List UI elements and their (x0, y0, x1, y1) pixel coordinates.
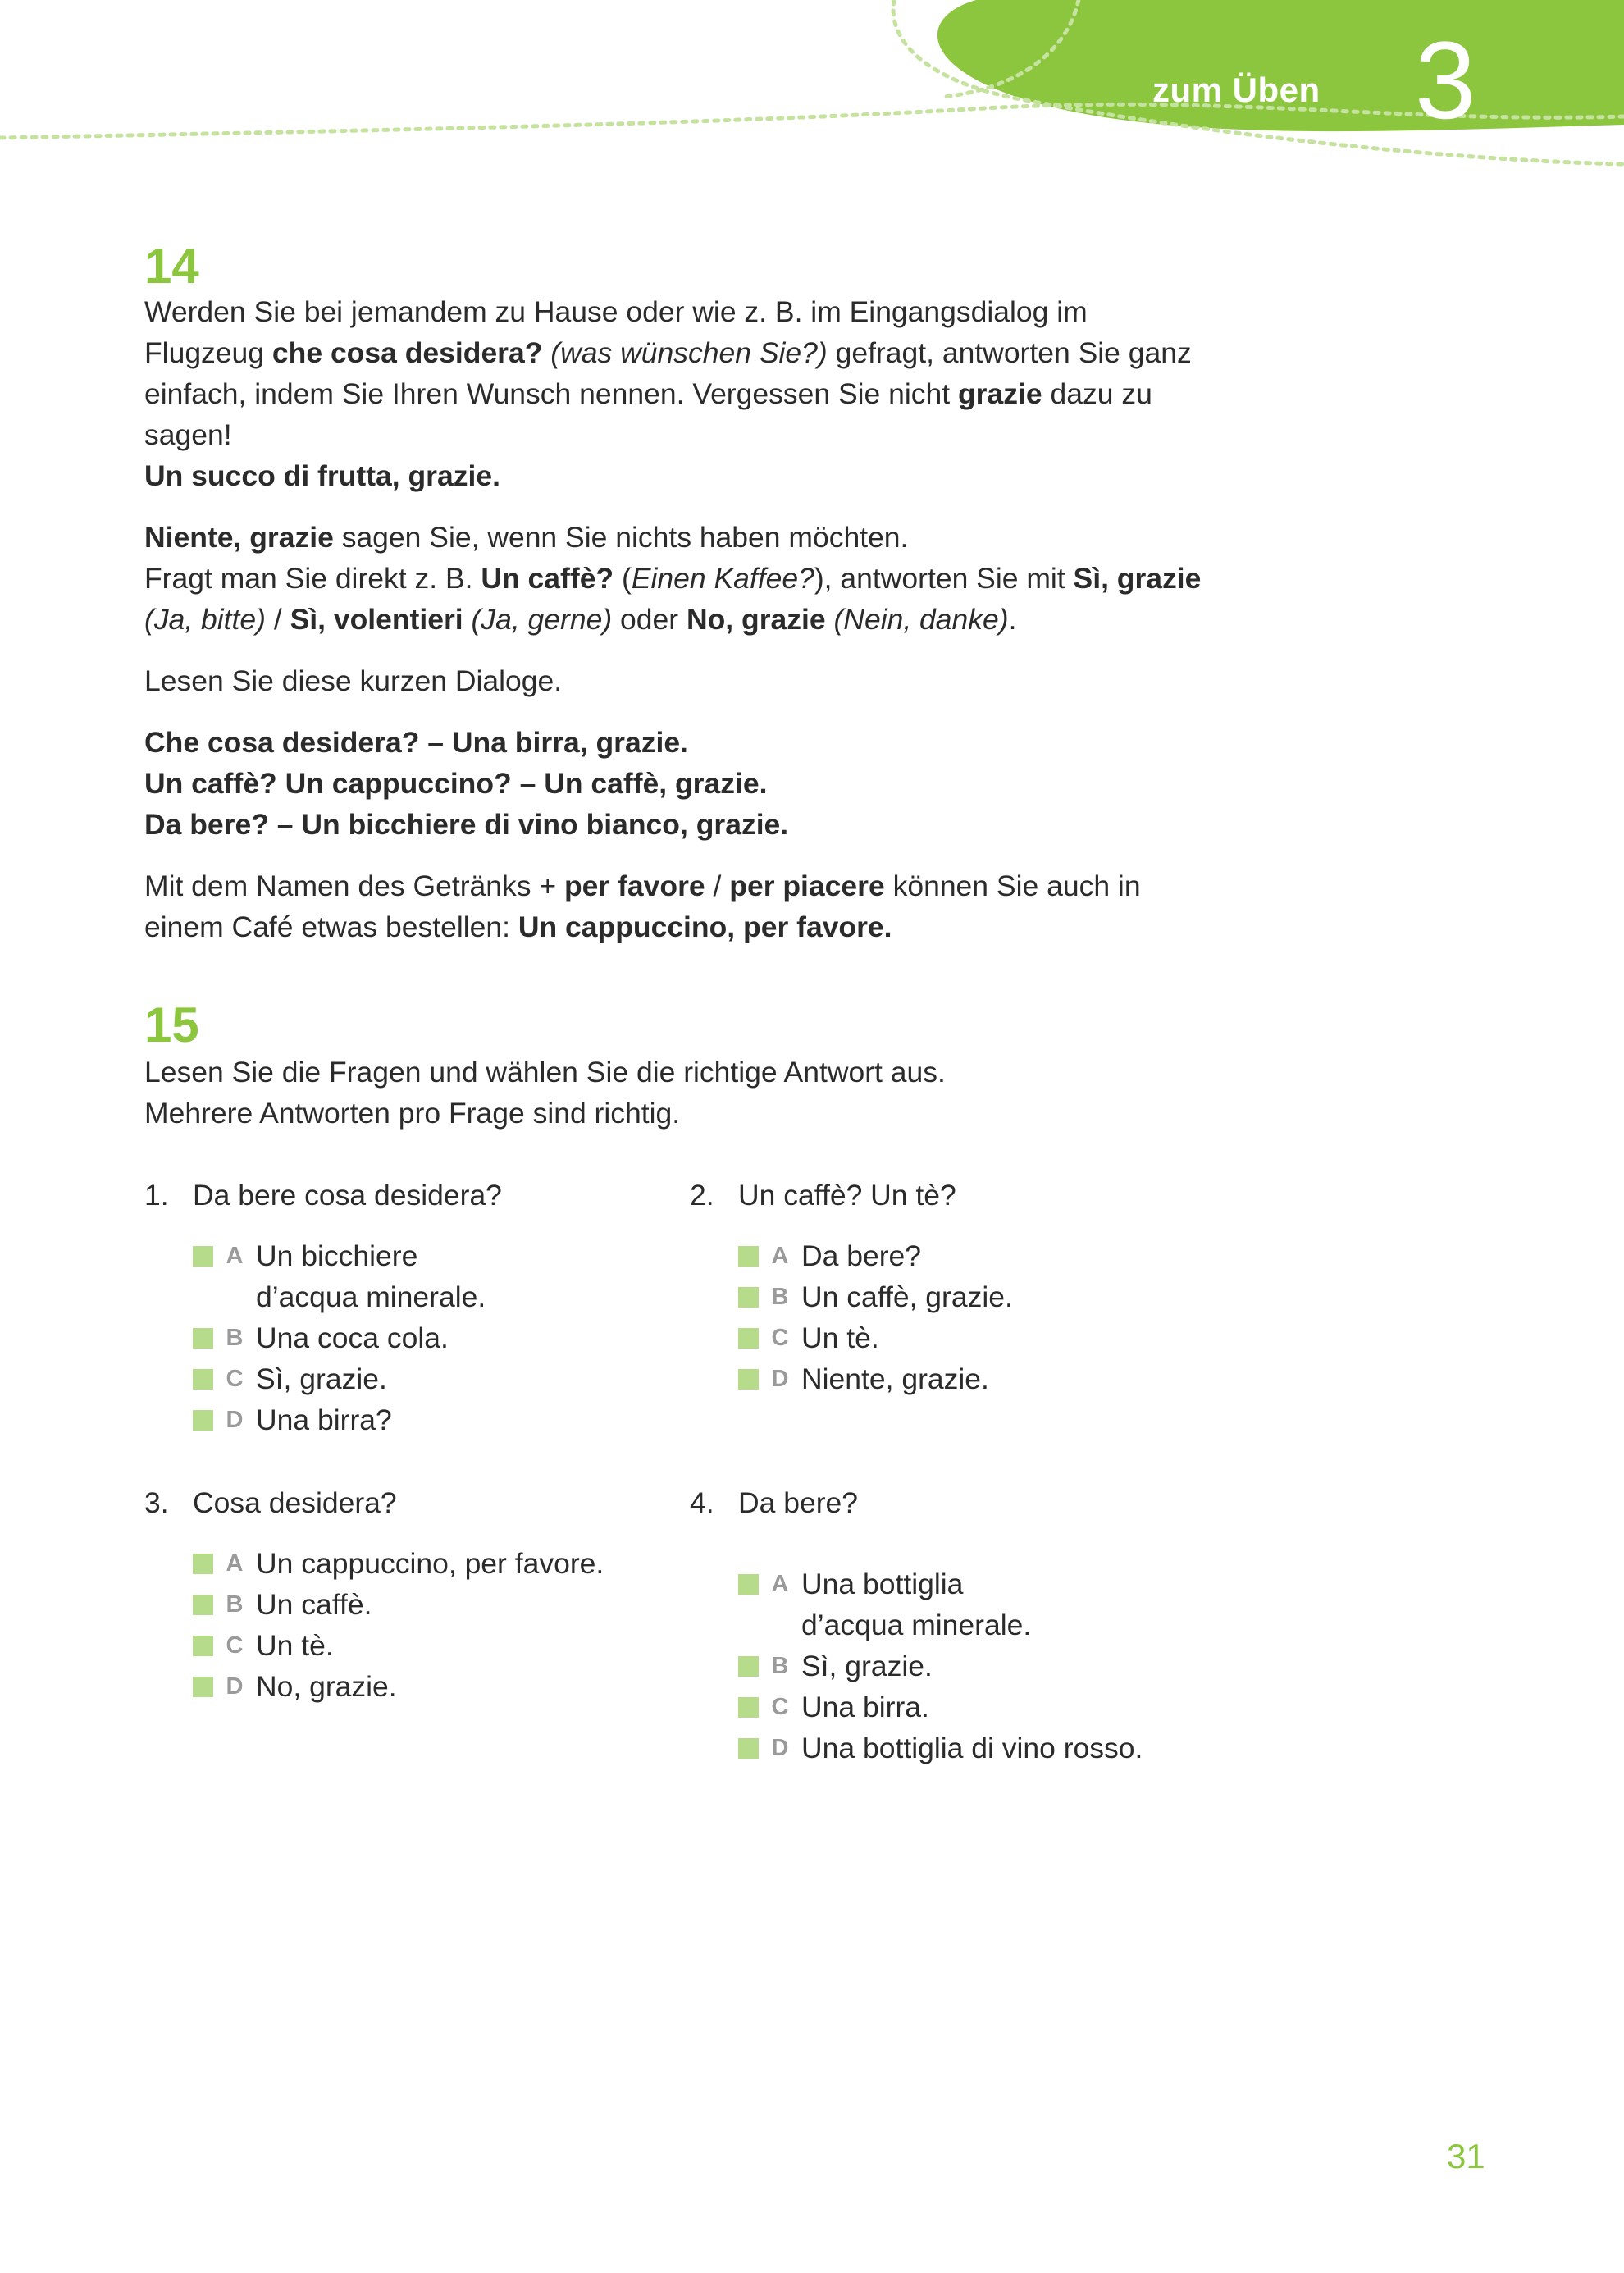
option-letter: D (771, 1735, 789, 1761)
example-phrase: Un succo di frutta, grazie. (144, 459, 500, 492)
exercise-14-number: 14 (144, 239, 199, 294)
option-letter: D (771, 1366, 789, 1392)
text-bold: Un cappuccino, per favore. (518, 911, 892, 943)
option-letter: D (226, 1407, 244, 1433)
option-letter: A (771, 1571, 789, 1597)
page-number: 31 (1447, 2137, 1485, 2175)
option-letter: B (771, 1284, 789, 1310)
checkbox[interactable] (193, 1636, 213, 1656)
option-letter: A (226, 1550, 244, 1577)
answer-option[interactable] (193, 1317, 617, 1358)
option-letter: C (226, 1366, 244, 1392)
text: dazu zu sagen! (144, 377, 1152, 451)
checkbox[interactable] (738, 1246, 759, 1267)
question-1 (144, 1175, 617, 1440)
text-italic: Einen Kaffee? (631, 562, 814, 595)
text: Fragt man Sie direkt z. B. (144, 562, 481, 595)
checkbox[interactable] (738, 1574, 759, 1595)
answer-option[interactable] (193, 1543, 617, 1584)
answer-option[interactable] (738, 1728, 1162, 1769)
answer-option[interactable] (193, 1666, 617, 1707)
option-letter: A (771, 1243, 789, 1269)
checkbox[interactable] (193, 1595, 213, 1615)
instruction-line: Lesen Sie die Fragen und wählen Sie die richtige Antwort aus. (144, 1056, 946, 1089)
checkbox[interactable] (738, 1656, 759, 1677)
question-number: 3. (144, 1486, 169, 1519)
option-text: Una bottiglia di vino rosso. (801, 1732, 1143, 1764)
checkbox[interactable] (738, 1738, 759, 1759)
text: sagen Sie, wenn Sie nichts haben möchten. (333, 521, 909, 554)
question-2 (690, 1175, 1162, 1399)
text-bold: per piacere (729, 869, 885, 902)
option-text: Niente, grazie. (801, 1362, 989, 1395)
text-bold: Sì, volentieri (290, 603, 463, 636)
answer-option[interactable] (193, 1584, 617, 1625)
text-italic: (was wünschen Sie?) (542, 336, 828, 369)
checkbox[interactable] (738, 1369, 759, 1390)
header-tab-shape (937, 0, 1624, 131)
option-letter: A (226, 1243, 244, 1269)
text: / (265, 603, 290, 636)
option-text: Sì, grazie. (256, 1362, 387, 1395)
option-text: Da bere? (801, 1239, 922, 1272)
ex14-paragraph-1 (144, 291, 1211, 496)
dialog-line: Che cosa desidera? – Una birra, grazie. (144, 726, 688, 759)
header-decoration (0, 0, 1624, 197)
text-bold: Niente, grazie (144, 521, 334, 554)
answer-option[interactable] (738, 1276, 1162, 1317)
question-text: Da bere cosa desidera? (193, 1179, 502, 1212)
option-letter: C (226, 1632, 244, 1659)
text-bold: grazie (958, 377, 1042, 410)
option-letter: B (771, 1653, 789, 1679)
option-letter: B (226, 1591, 244, 1618)
option-text: No, grazie. (256, 1670, 397, 1703)
checkbox[interactable] (193, 1369, 213, 1390)
ex14-paragraph-5 (144, 865, 1211, 947)
checkbox[interactable] (193, 1410, 213, 1431)
answer-option[interactable] (193, 1399, 617, 1440)
checkbox[interactable] (193, 1246, 213, 1267)
ex14-paragraph-3: Lesen Sie diese kurzen Dialoge. (144, 664, 563, 697)
answer-option[interactable] (738, 1317, 1162, 1358)
instruction-line: Mehrere Antworten pro Frage sind richtig. (144, 1097, 681, 1130)
header-label: zum Üben (1152, 71, 1321, 109)
question-text: Da bere? (738, 1486, 859, 1519)
question-number: 1. (144, 1179, 169, 1212)
text-bold: per favore (564, 869, 705, 902)
option-text: Una bottiglia d’acqua minerale. (801, 1568, 1032, 1641)
question-3 (144, 1482, 617, 1707)
option-text: Un bicchiere d’acqua minerale. (256, 1239, 486, 1313)
text-italic: (Nein, danke) (825, 603, 1009, 636)
checkbox[interactable] (738, 1287, 759, 1308)
option-letter: D (226, 1673, 244, 1700)
text: . (1008, 603, 1017, 636)
text: oder (612, 603, 687, 636)
checkbox[interactable] (738, 1697, 759, 1718)
text-bold: No, grazie (686, 603, 826, 636)
option-letter: B (226, 1325, 244, 1351)
answer-option[interactable] (738, 1686, 1162, 1728)
checkbox[interactable] (738, 1328, 759, 1349)
option-letter: C (771, 1325, 789, 1351)
text: gefragt, antworten Sie ganz einfach, indem Sie Ihren Wunsch nennen. Vergessen Sie nicht (144, 336, 1192, 410)
ex14-dialogs (144, 722, 1211, 845)
option-text: Una coca cola. (256, 1321, 449, 1354)
chapter-number: 3 (1415, 20, 1476, 142)
answer-option[interactable] (738, 1645, 1162, 1686)
text: Werden Sie bei jemandem zu Hause oder wie z. B. im Eingangsdialog im Flugzeug (144, 295, 1088, 369)
question-text: Cosa desidera? (193, 1486, 397, 1519)
question-number: 4. (690, 1486, 714, 1519)
answer-option[interactable] (193, 1625, 617, 1666)
text-bold: Un caffè? (481, 562, 614, 595)
exercise-15-number: 15 (144, 997, 199, 1052)
answer-option[interactable] (193, 1235, 617, 1317)
option-text: Un cappuccino, per favore. (256, 1547, 604, 1580)
answer-option[interactable] (738, 1235, 1162, 1276)
option-text: Un caffè. (256, 1588, 372, 1621)
checkbox[interactable] (193, 1677, 213, 1697)
option-letter: C (771, 1694, 789, 1720)
text-italic: (Ja, gerne) (463, 603, 613, 636)
text: ( (614, 562, 632, 595)
dialog-line: Un caffè? Un cappuccino? – Un caffè, grazie. (144, 767, 768, 800)
exercise-14-text (144, 291, 1211, 947)
exercise-15-instructions (144, 1052, 1211, 1134)
checkbox[interactable] (193, 1328, 213, 1349)
question-number: 2. (690, 1179, 714, 1212)
option-text: Un tè. (256, 1629, 334, 1662)
option-text: Un caffè, grazie. (801, 1280, 1013, 1313)
option-text: Sì, grazie. (801, 1650, 933, 1682)
ex14-paragraph-2 (144, 517, 1211, 640)
dialog-line: Da bere? – Un bicchiere di vino bianco, grazie. (144, 808, 789, 841)
checkbox[interactable] (193, 1554, 213, 1574)
answer-option[interactable] (738, 1563, 1162, 1645)
question-text: Un caffè? Un tè? (738, 1179, 956, 1212)
answer-option[interactable] (738, 1358, 1162, 1399)
text-bold: che cosa desidera? (271, 336, 543, 369)
question-4 (690, 1482, 1162, 1769)
text-bold: Sì, grazie (1073, 562, 1202, 595)
option-text: Un tè. (801, 1321, 879, 1354)
text: können Sie auch in einem Café etwas bestellen: (144, 869, 1141, 943)
option-text: Una birra? (256, 1404, 392, 1436)
text-italic: (Ja, bitte) (144, 603, 266, 636)
instructions (144, 1052, 1211, 1134)
text: ), antworten Sie mit (814, 562, 1074, 595)
option-text: Una birra. (801, 1691, 929, 1723)
text: / (705, 869, 730, 902)
text: Mit dem Namen des Getränks + (144, 869, 564, 902)
answer-option[interactable] (193, 1358, 617, 1399)
